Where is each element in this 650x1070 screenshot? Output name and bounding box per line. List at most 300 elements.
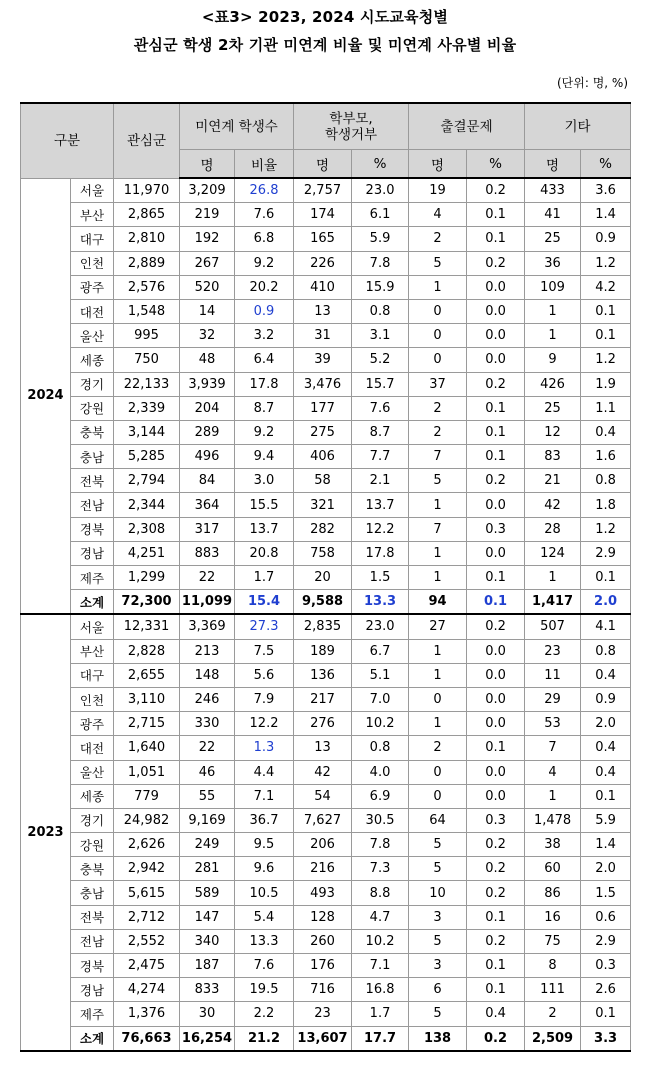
region-cell: 경남 [71, 978, 114, 1002]
value-cell: 0.8 [352, 299, 409, 323]
value-cell: 7.5 [235, 639, 294, 663]
value-cell: 0.3 [467, 517, 525, 541]
value-cell: 22,133 [114, 372, 180, 396]
value-cell: 0 [409, 687, 467, 711]
value-cell: 13 [294, 736, 352, 760]
value-cell: 2,865 [114, 203, 180, 227]
region-cell: 충남 [71, 881, 114, 905]
value-cell: 833 [180, 978, 235, 1002]
value-cell: 6 [409, 978, 467, 1002]
value-cell: 8.8 [352, 881, 409, 905]
value-cell: 7.8 [352, 833, 409, 857]
value-cell: 0.2 [467, 372, 525, 396]
value-cell: 3 [409, 905, 467, 929]
value-cell: 16 [525, 905, 581, 929]
value-cell: 2 [409, 420, 467, 444]
value-cell: 11,099 [180, 590, 235, 615]
table-row [21, 178, 631, 203]
value-cell: 493 [294, 881, 352, 905]
value-cell: 7.6 [352, 396, 409, 420]
value-cell: 5 [409, 1002, 467, 1026]
value-cell: 0.0 [467, 687, 525, 711]
value-cell: 58 [294, 469, 352, 493]
value-cell: 10.2 [352, 712, 409, 736]
value-cell: 37 [409, 372, 467, 396]
value-cell: 174 [294, 203, 352, 227]
value-cell: 9.2 [235, 420, 294, 444]
value-cell: 2.9 [581, 929, 631, 953]
value-cell: 0.1 [467, 396, 525, 420]
region-cell: 부산 [71, 203, 114, 227]
value-cell: 0.4 [581, 420, 631, 444]
value-cell: 147 [180, 905, 235, 929]
value-cell: 54 [294, 784, 352, 808]
table-row [21, 712, 631, 736]
value-cell: 2.6 [581, 978, 631, 1002]
table-row [21, 469, 631, 493]
value-cell: 76,663 [114, 1026, 180, 1051]
region-cell: 충북 [71, 857, 114, 881]
value-cell: 3 [409, 954, 467, 978]
value-cell: 276 [294, 712, 352, 736]
value-cell: 176 [294, 954, 352, 978]
value-cell: 46 [180, 760, 235, 784]
value-cell: 32 [180, 324, 235, 348]
value-cell: 17.8 [352, 541, 409, 565]
value-cell: 7 [525, 736, 581, 760]
value-cell: 2,308 [114, 517, 180, 541]
region-cell: 충북 [71, 420, 114, 444]
value-cell: 2,509 [525, 1026, 581, 1051]
value-cell: 1,299 [114, 566, 180, 590]
value-cell: 7.0 [352, 687, 409, 711]
value-cell: 13.7 [235, 517, 294, 541]
value-cell: 0.1 [467, 227, 525, 251]
value-cell: 13.7 [352, 493, 409, 517]
value-cell: 19.5 [235, 978, 294, 1002]
table-row [21, 881, 631, 905]
value-cell: 31 [294, 324, 352, 348]
value-cell: 0.8 [581, 469, 631, 493]
value-cell: 7 [409, 445, 467, 469]
region-cell: 강원 [71, 396, 114, 420]
value-cell: 289 [180, 420, 235, 444]
region-cell: 전북 [71, 905, 114, 929]
year-cell: 2024 [21, 178, 71, 614]
value-cell: 9.5 [235, 833, 294, 857]
value-cell: 2 [409, 396, 467, 420]
value-cell: 7.7 [352, 445, 409, 469]
region-cell: 서울 [71, 614, 114, 639]
table-row [21, 445, 631, 469]
value-cell: 6.9 [352, 784, 409, 808]
value-cell: 1,478 [525, 808, 581, 832]
value-cell: 14 [180, 299, 235, 323]
value-cell: 83 [525, 445, 581, 469]
value-cell: 111 [525, 978, 581, 1002]
value-cell: 15.7 [352, 372, 409, 396]
value-cell: 2 [409, 736, 467, 760]
value-cell: 136 [294, 663, 352, 687]
value-cell: 330 [180, 712, 235, 736]
value-cell: 0.0 [467, 324, 525, 348]
value-cell: 75 [525, 929, 581, 953]
value-cell: 0.9 [581, 227, 631, 251]
region-cell: 광주 [71, 275, 114, 299]
value-cell: 2.1 [352, 469, 409, 493]
subheader-count: 명 [294, 150, 352, 179]
value-cell: 0.4 [467, 1002, 525, 1026]
value-cell: 0.9 [235, 299, 294, 323]
value-cell: 2,339 [114, 396, 180, 420]
value-cell: 3.0 [235, 469, 294, 493]
header-unlinked-students: 미연계 학생수 [180, 103, 294, 150]
region-cell: 경남 [71, 541, 114, 565]
value-cell: 21.2 [235, 1026, 294, 1051]
value-cell: 589 [180, 881, 235, 905]
value-cell: 7.6 [235, 203, 294, 227]
value-cell: 4.0 [352, 760, 409, 784]
value-cell: 55 [180, 784, 235, 808]
value-cell: 128 [294, 905, 352, 929]
value-cell: 213 [180, 639, 235, 663]
value-cell: 1.3 [235, 736, 294, 760]
table-row [21, 203, 631, 227]
value-cell: 6.8 [235, 227, 294, 251]
statistics-table [20, 102, 631, 1052]
table-row [21, 348, 631, 372]
value-cell: 23.0 [352, 614, 409, 639]
table-body [21, 178, 631, 1051]
value-cell: 2.0 [581, 712, 631, 736]
value-cell: 38 [525, 833, 581, 857]
value-cell: 8 [525, 954, 581, 978]
value-cell: 36 [525, 251, 581, 275]
value-cell: 0.2 [467, 857, 525, 881]
table-row [21, 808, 631, 832]
value-cell: 25 [525, 227, 581, 251]
value-cell: 72,300 [114, 590, 180, 615]
value-cell: 4 [409, 203, 467, 227]
value-cell: 0.6 [581, 905, 631, 929]
value-cell: 0.1 [581, 1002, 631, 1026]
value-cell: 4.2 [581, 275, 631, 299]
value-cell: 206 [294, 833, 352, 857]
value-cell: 0.2 [467, 251, 525, 275]
value-cell: 5.9 [581, 808, 631, 832]
subheader-count: 명 [409, 150, 467, 179]
value-cell: 10.5 [235, 881, 294, 905]
value-cell: 9 [525, 348, 581, 372]
value-cell: 10.2 [352, 929, 409, 953]
value-cell: 3.2 [235, 324, 294, 348]
value-cell: 2.0 [581, 590, 631, 615]
value-cell: 9.2 [235, 251, 294, 275]
region-cell: 인천 [71, 251, 114, 275]
value-cell: 5 [409, 469, 467, 493]
value-cell: 0 [409, 348, 467, 372]
header-attendance: 출결문제 [409, 103, 525, 150]
value-cell: 7.3 [352, 857, 409, 881]
value-cell: 6.7 [352, 639, 409, 663]
value-cell: 496 [180, 445, 235, 469]
value-cell: 124 [525, 541, 581, 565]
value-cell: 410 [294, 275, 352, 299]
value-cell: 1.5 [581, 881, 631, 905]
value-cell: 8.7 [235, 396, 294, 420]
value-cell: 19 [409, 178, 467, 203]
table-title-line2: 관심군 학생 2차 기관 미연계 비율 및 미연계 사유별 비율 [133, 36, 517, 54]
value-cell: 2 [525, 1002, 581, 1026]
value-cell: 13 [294, 299, 352, 323]
value-cell: 883 [180, 541, 235, 565]
value-cell: 0 [409, 299, 467, 323]
table-row [21, 954, 631, 978]
value-cell: 12,331 [114, 614, 180, 639]
value-cell: 1 [409, 493, 467, 517]
value-cell: 0.0 [467, 493, 525, 517]
region-cell: 전북 [71, 469, 114, 493]
subheader-percent: % [581, 150, 631, 179]
value-cell: 995 [114, 324, 180, 348]
value-cell: 2,835 [294, 614, 352, 639]
value-cell: 1.4 [581, 203, 631, 227]
region-cell: 제주 [71, 566, 114, 590]
value-cell: 2,344 [114, 493, 180, 517]
value-cell: 17.7 [352, 1026, 409, 1051]
value-cell: 5.1 [352, 663, 409, 687]
value-cell: 0.2 [467, 178, 525, 203]
table-row [21, 541, 631, 565]
value-cell: 2 [409, 227, 467, 251]
value-cell: 0.4 [581, 736, 631, 760]
value-cell: 246 [180, 687, 235, 711]
subtotal-label: 소계 [71, 590, 114, 615]
value-cell: 267 [180, 251, 235, 275]
value-cell: 0.1 [467, 978, 525, 1002]
value-cell: 0.0 [467, 541, 525, 565]
value-cell: 779 [114, 784, 180, 808]
unit-label: (단위: 명, %) [556, 76, 628, 90]
value-cell: 3.3 [581, 1026, 631, 1051]
value-cell: 2,576 [114, 275, 180, 299]
subheader-percent: % [467, 150, 525, 179]
value-cell: 281 [180, 857, 235, 881]
value-cell: 2,757 [294, 178, 352, 203]
value-cell: 4,251 [114, 541, 180, 565]
value-cell: 0.2 [467, 929, 525, 953]
header-parent-refusal-text: 학부모, 학생거부 [324, 110, 378, 143]
value-cell: 0.8 [581, 639, 631, 663]
value-cell: 11,970 [114, 178, 180, 203]
value-cell: 0.2 [467, 614, 525, 639]
header-parent-refusal [294, 103, 409, 150]
value-cell: 2,475 [114, 954, 180, 978]
value-cell: 6.1 [352, 203, 409, 227]
value-cell: 1 [409, 712, 467, 736]
value-cell: 5.4 [235, 905, 294, 929]
table-row [21, 857, 631, 881]
value-cell: 1 [409, 663, 467, 687]
table-row [21, 736, 631, 760]
value-cell: 340 [180, 929, 235, 953]
table-row [21, 784, 631, 808]
value-cell: 3.6 [581, 178, 631, 203]
value-cell: 0.1 [467, 445, 525, 469]
region-cell: 세종 [71, 784, 114, 808]
value-cell: 0.1 [467, 590, 525, 615]
value-cell: 3,369 [180, 614, 235, 639]
value-cell: 5.2 [352, 348, 409, 372]
value-cell: 219 [180, 203, 235, 227]
value-cell: 9,169 [180, 808, 235, 832]
value-cell: 750 [114, 348, 180, 372]
value-cell: 716 [294, 978, 352, 1002]
value-cell: 138 [409, 1026, 467, 1051]
value-cell: 0.0 [467, 760, 525, 784]
table-row [21, 978, 631, 1002]
subtotal-row [21, 1026, 631, 1051]
value-cell: 2,828 [114, 639, 180, 663]
value-cell: 0.0 [467, 784, 525, 808]
value-cell: 0 [409, 324, 467, 348]
value-cell: 406 [294, 445, 352, 469]
value-cell: 9.6 [235, 857, 294, 881]
value-cell: 216 [294, 857, 352, 881]
value-cell: 148 [180, 663, 235, 687]
value-cell: 84 [180, 469, 235, 493]
value-cell: 15.4 [235, 590, 294, 615]
header-interest-group: 관심군 [114, 103, 180, 178]
region-cell: 세종 [71, 348, 114, 372]
table-row [21, 929, 631, 953]
value-cell: 260 [294, 929, 352, 953]
value-cell: 5 [409, 857, 467, 881]
value-cell: 4.7 [352, 905, 409, 929]
value-cell: 0.3 [467, 808, 525, 832]
value-cell: 1.8 [581, 493, 631, 517]
value-cell: 8.7 [352, 420, 409, 444]
value-cell: 3,144 [114, 420, 180, 444]
value-cell: 275 [294, 420, 352, 444]
value-cell: 20.2 [235, 275, 294, 299]
value-cell: 86 [525, 881, 581, 905]
value-cell: 0 [409, 760, 467, 784]
value-cell: 520 [180, 275, 235, 299]
table-row [21, 663, 631, 687]
value-cell: 433 [525, 178, 581, 203]
value-cell: 1.1 [581, 396, 631, 420]
value-cell: 2,794 [114, 469, 180, 493]
value-cell: 27 [409, 614, 467, 639]
value-cell: 2,715 [114, 712, 180, 736]
value-cell: 0.1 [467, 905, 525, 929]
region-cell: 인천 [71, 687, 114, 711]
value-cell: 0.2 [467, 1026, 525, 1051]
value-cell: 5,615 [114, 881, 180, 905]
region-cell: 울산 [71, 760, 114, 784]
value-cell: 0.2 [467, 881, 525, 905]
value-cell: 282 [294, 517, 352, 541]
value-cell: 15.9 [352, 275, 409, 299]
value-cell: 20 [294, 566, 352, 590]
value-cell: 41 [525, 203, 581, 227]
subtotal-row [21, 590, 631, 615]
region-cell: 울산 [71, 324, 114, 348]
value-cell: 0.2 [467, 833, 525, 857]
value-cell: 1.6 [581, 445, 631, 469]
value-cell: 1.2 [581, 251, 631, 275]
value-cell: 36.7 [235, 808, 294, 832]
table-row [21, 299, 631, 323]
value-cell: 217 [294, 687, 352, 711]
value-cell: 6.4 [235, 348, 294, 372]
table-row [21, 420, 631, 444]
value-cell: 64 [409, 808, 467, 832]
value-cell: 1,548 [114, 299, 180, 323]
value-cell: 321 [294, 493, 352, 517]
table-row [21, 396, 631, 420]
value-cell: 9,588 [294, 590, 352, 615]
value-cell: 507 [525, 614, 581, 639]
value-cell: 1 [525, 299, 581, 323]
value-cell: 7.8 [352, 251, 409, 275]
value-cell: 16,254 [180, 1026, 235, 1051]
value-cell: 16.8 [352, 978, 409, 1002]
value-cell: 13.3 [352, 590, 409, 615]
region-cell: 대전 [71, 736, 114, 760]
value-cell: 0.1 [467, 420, 525, 444]
value-cell: 12.2 [352, 517, 409, 541]
value-cell: 3.1 [352, 324, 409, 348]
value-cell: 109 [525, 275, 581, 299]
value-cell: 2.0 [581, 857, 631, 881]
value-cell: 226 [294, 251, 352, 275]
value-cell: 317 [180, 517, 235, 541]
value-cell: 2,712 [114, 905, 180, 929]
value-cell: 28 [525, 517, 581, 541]
value-cell: 12.2 [235, 712, 294, 736]
value-cell: 1.9 [581, 372, 631, 396]
table-row [21, 372, 631, 396]
value-cell: 48 [180, 348, 235, 372]
value-cell: 1 [525, 324, 581, 348]
value-cell: 23 [525, 639, 581, 663]
table-row [21, 517, 631, 541]
value-cell: 3,939 [180, 372, 235, 396]
region-cell: 서울 [71, 178, 114, 203]
value-cell: 1 [409, 639, 467, 663]
region-cell: 경기 [71, 808, 114, 832]
value-cell: 5 [409, 251, 467, 275]
table-row [21, 1002, 631, 1026]
subheader-count: 명 [525, 150, 581, 179]
value-cell: 0.1 [581, 566, 631, 590]
value-cell: 1 [409, 566, 467, 590]
value-cell: 7 [409, 517, 467, 541]
value-cell: 22 [180, 566, 235, 590]
value-cell: 29 [525, 687, 581, 711]
region-cell: 부산 [71, 639, 114, 663]
value-cell: 24,982 [114, 808, 180, 832]
value-cell: 187 [180, 954, 235, 978]
value-cell: 0.2 [467, 469, 525, 493]
value-cell: 1.7 [235, 566, 294, 590]
value-cell: 4 [525, 760, 581, 784]
value-cell: 12 [525, 420, 581, 444]
value-cell: 42 [525, 493, 581, 517]
region-cell: 충남 [71, 445, 114, 469]
